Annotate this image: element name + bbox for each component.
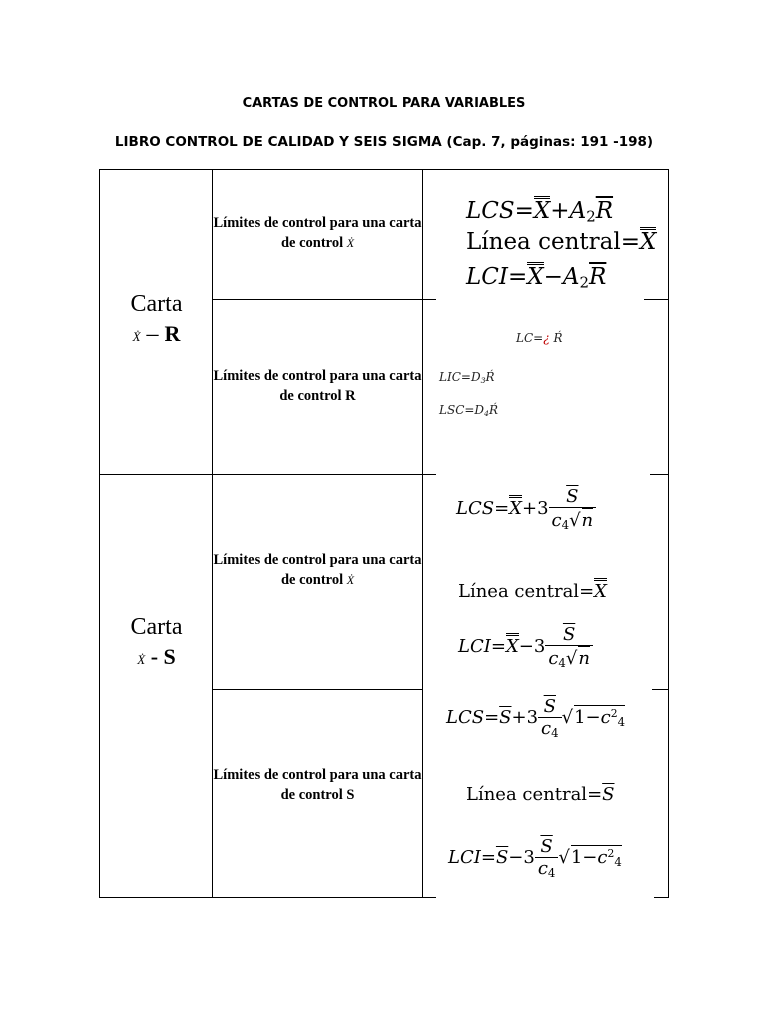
dash-symbol: -	[145, 644, 164, 669]
formula-s-central: Línea $central=\overline{S}$	[466, 784, 615, 805]
table-divider-2	[422, 169, 423, 898]
formula-s-lcs: $LCS=\overline{S}+3$ $\frac{\overline{S}}{c_4}$ $√1-c^2_4$	[446, 696, 626, 740]
xr-row2-desc-symbol: R	[345, 388, 356, 404]
s-letter: S	[163, 644, 176, 669]
chart-label-xr-line2	[100, 319, 213, 352]
formula-r-lsc: $LSC=D_4Ŕ$	[439, 403, 499, 418]
xr-row1-description	[213, 213, 422, 253]
xr-row1-desc-text: Límites de control para una carta de control	[213, 215, 422, 251]
page-title: CARTAS DE CONTROL PARA VARIABLES	[242, 96, 526, 111]
table-border-right	[668, 169, 669, 898]
dash-symbol: –	[140, 321, 165, 347]
xs-row2-desc-symbol: S	[346, 787, 355, 803]
formula-xr-lcs: $LCS=X+A_2\overline{R}$	[466, 198, 614, 226]
section-divider-right-b	[650, 474, 669, 475]
row-divider-xs	[212, 689, 423, 690]
table-border-left	[99, 169, 100, 898]
row-divider-xr-right-b	[644, 299, 669, 300]
xr-row2-desc-text: Límites de control para una carta de control	[213, 368, 422, 404]
row-divider-xs-right	[652, 689, 669, 690]
xs-row2-description	[213, 765, 422, 805]
x-bar-symbol: Ẋ	[137, 652, 146, 667]
formula-xs-central: Línea central=X	[458, 578, 607, 602]
table-border-bottom-right	[654, 897, 669, 898]
formula-r-lic: $LIC=D_3Ŕ$	[439, 370, 495, 385]
formula-r-lc: LC=¿ Ŕ	[516, 331, 563, 345]
xr-row2-description	[213, 366, 422, 406]
row-divider-xr-right-a	[422, 299, 436, 300]
chart-label-xs-line1: Carta	[130, 614, 183, 640]
xs-row1-desc-text: Límites de control para una carta de control	[213, 552, 422, 588]
chart-label-xr	[100, 289, 213, 352]
section-divider-right-a	[422, 474, 436, 475]
xr-row1-desc-symbol: Ẋ	[346, 236, 355, 250]
chart-label-xs	[100, 612, 213, 675]
table-border-top	[99, 169, 669, 170]
x-bar-symbol: Ẋ	[132, 329, 141, 344]
row-divider-xr	[212, 299, 423, 300]
chart-label-xs-line2	[100, 642, 213, 675]
page-subtitle: LIBRO CONTROL DE CALIDAD Y SEIS SIGMA (Cap. 7, páginas: 191 -198)	[114, 134, 654, 150]
formula-xr-central: Línea central=X	[466, 229, 657, 255]
xs-row1-desc-symbol: Ẋ	[346, 573, 355, 587]
xs-row2-desc-text: Límites de control para una carta de control	[213, 767, 422, 803]
table-border-bottom	[99, 897, 436, 898]
xs-row1-description	[213, 550, 422, 590]
chart-label-xr-line1: Carta	[130, 291, 183, 317]
formula-xr-lci: $LCI=X-A_2\overline{R}$	[466, 264, 607, 292]
formula-s-lci: $LCI=\overline{S}-3$ $\frac{\overline{S}}{c_4}$ $√1-c^2_4$	[448, 836, 622, 880]
formula-xs-lcs: LCS=X+3 $\frac{\overline{S}}{c_4√n}$	[456, 486, 596, 532]
r-letter: R	[164, 321, 181, 346]
section-divider	[99, 474, 423, 475]
formula-xs-lci: LCI=X−3 $\frac{\overline{S}}{c_4√n}$	[458, 624, 593, 670]
